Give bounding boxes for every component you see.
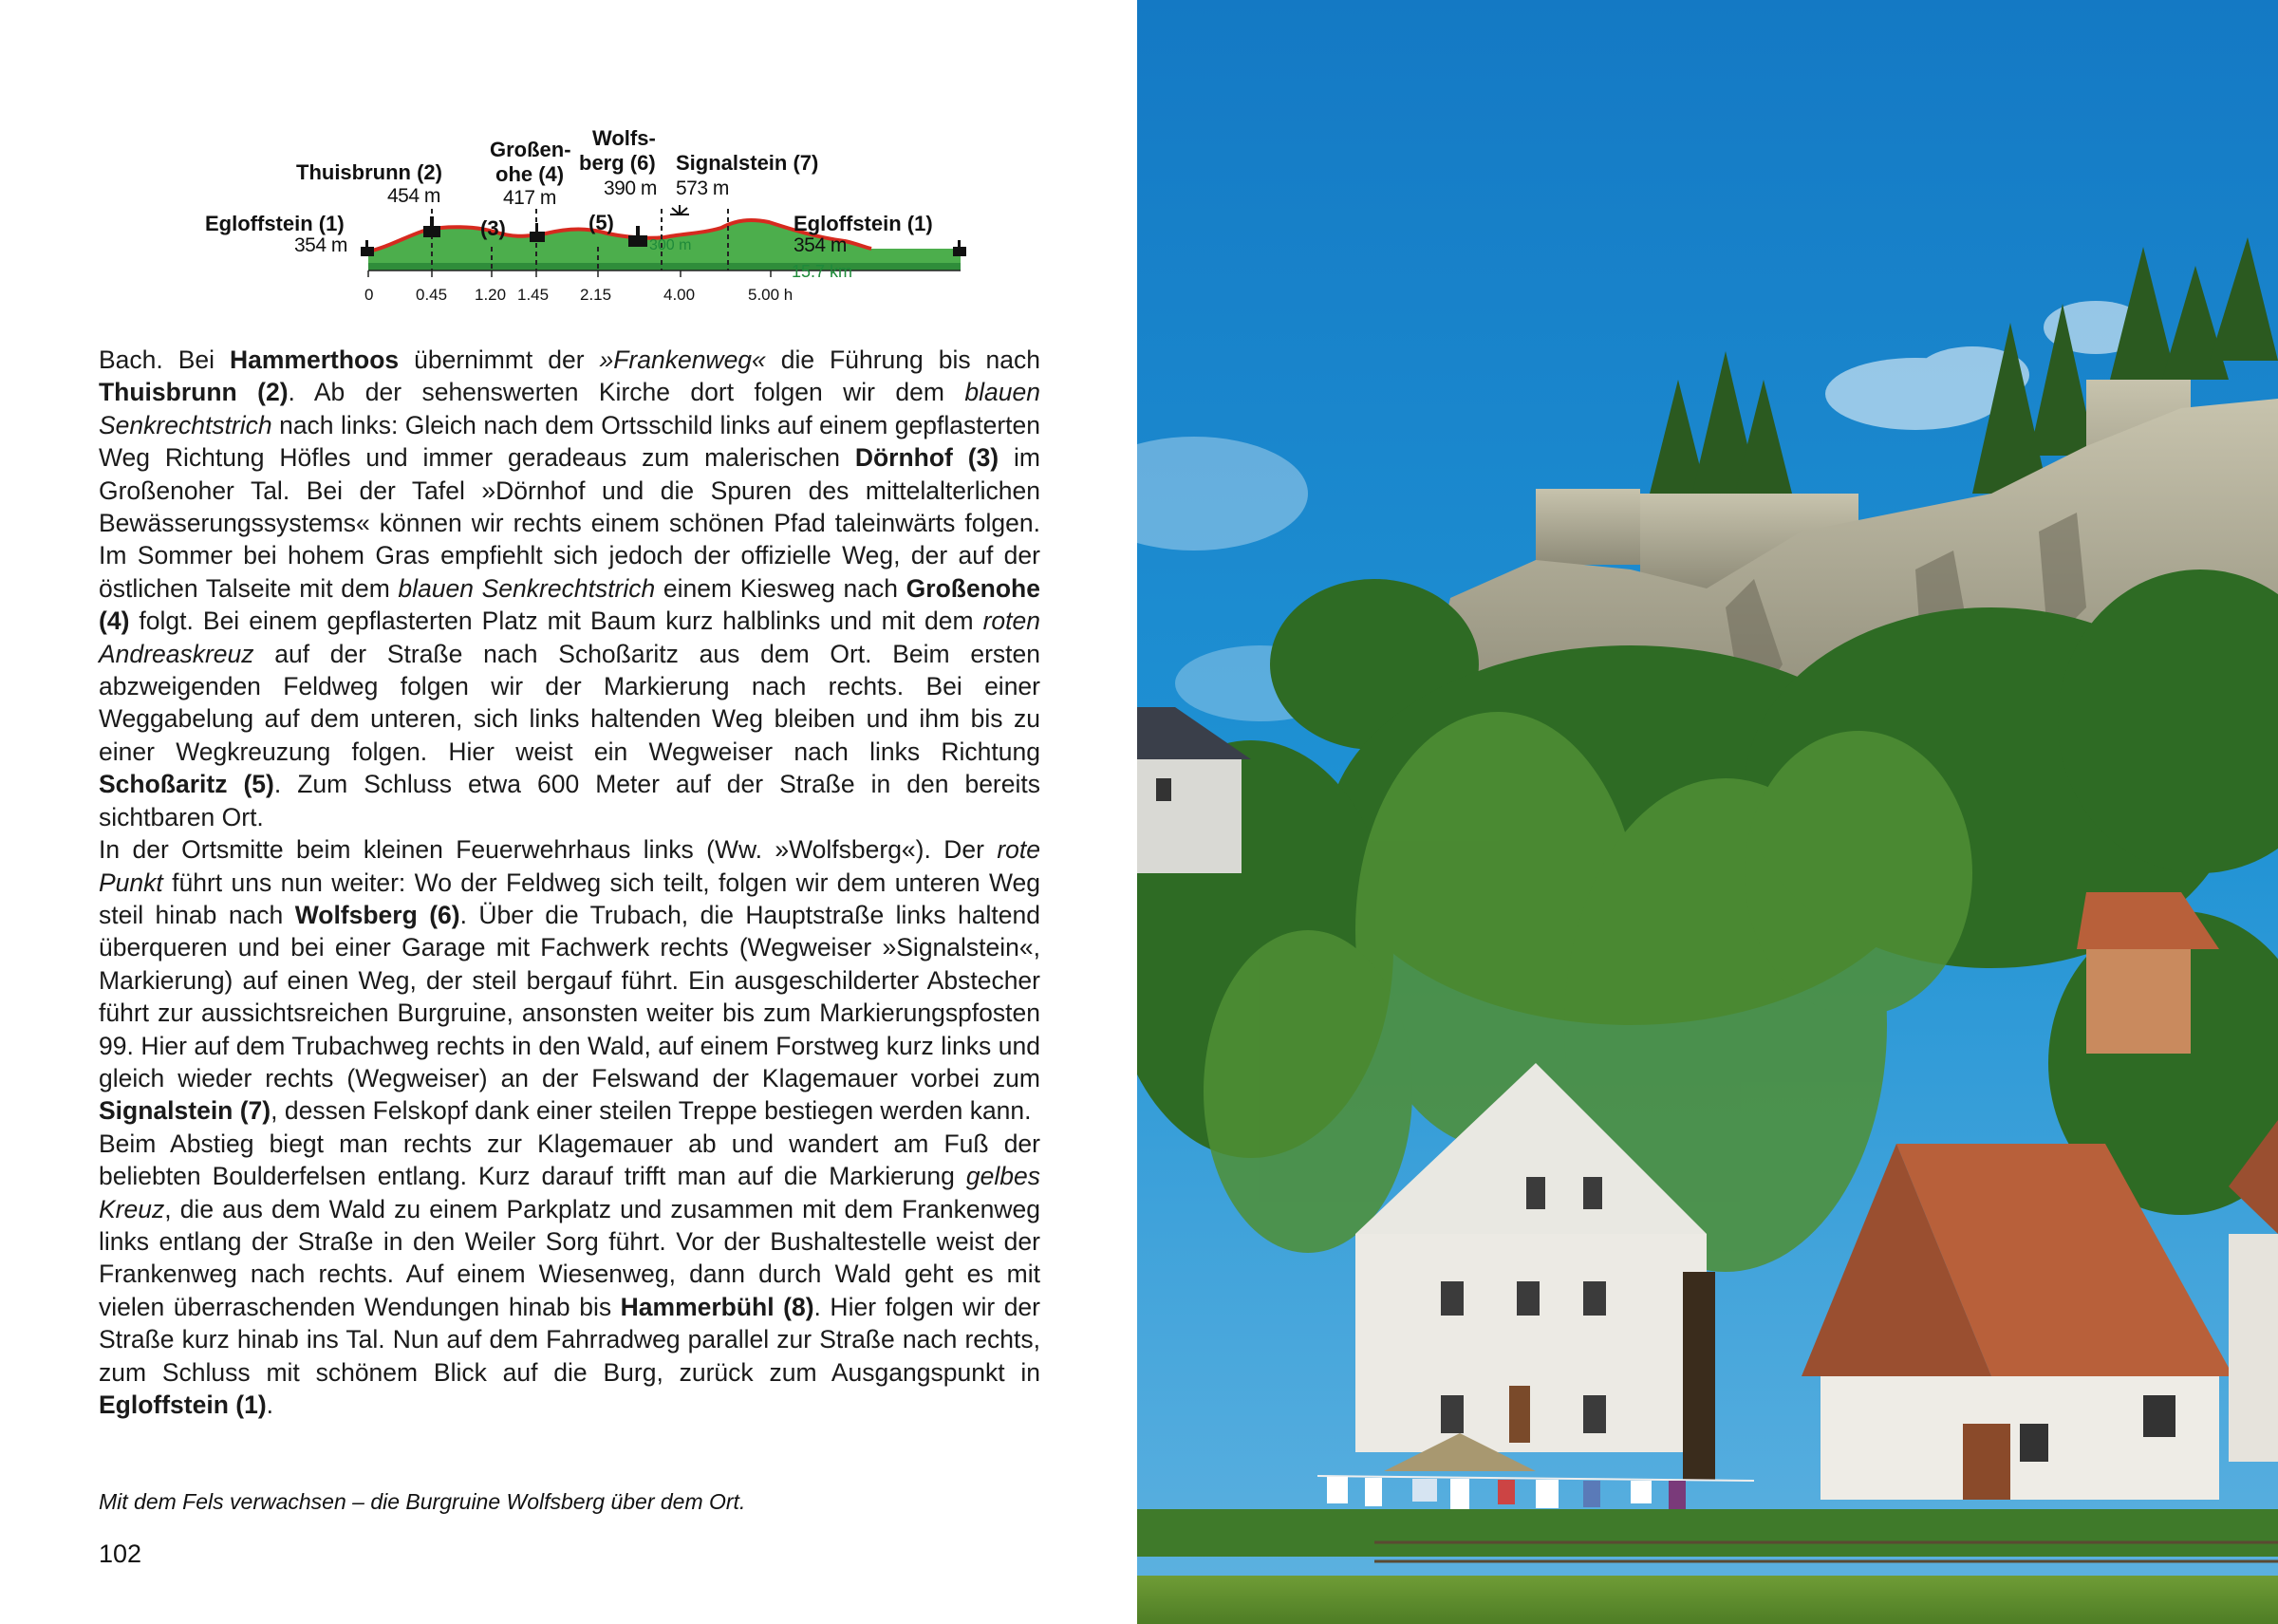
italic-run: roten Andreaskreuz	[99, 607, 1040, 668]
italic-run: rote Punkt	[99, 835, 1040, 897]
text-run: übernimmt der	[399, 345, 600, 374]
bold-run: Hammerbühl (8)	[620, 1292, 814, 1321]
point-label-wolfsberg-1: Wolfs-	[592, 126, 656, 150]
time-label: 1.45	[517, 286, 550, 304]
time-label: 0.45	[416, 286, 448, 304]
text-run: einem Kiesweg nach	[655, 573, 906, 603]
photo-caption: Mit dem Fels verwachsen – die Burgruine Wolfsberg über dem Ort.	[99, 1489, 746, 1514]
italic-run: blauen Senkrechtstrich	[99, 378, 1040, 439]
text-run: . Zum Schluss etwa 600 Meter auf der Straße in den bereits sichtbaren Ort.	[99, 770, 1040, 831]
point-label-wolfsberg-2: berg (6)	[579, 151, 656, 175]
left-page	[0, 0, 1137, 1624]
text-run: im Großenoher Tal. Bei der Tafel »Dörnhof und die Spuren des mittelalterlichen Bewässerungssystems« können wir rechts einem schönen Pfad taleinwärts folgen. Im Sommer bei hohem Gras empfiehlt sich jedoch der offizielle Weg, der auf der östlichen Talseite mit dem	[99, 443, 1040, 603]
point-label-thuisbrunn: Thuisbrunn (2)	[296, 160, 442, 184]
text-run: folgt. Bei einem gepflasterten Platz mit Baum kurz halblinks und mit dem	[129, 607, 983, 636]
right-page	[1137, 0, 2278, 1624]
italic-run: gelbes Kreuz	[99, 1162, 1040, 1223]
point-alt-signalstein: 573 m	[676, 177, 729, 199]
text-run: , die aus dem Wald zu einem Parkplatz und zusammen mit dem Frankenweg links entlang der Straße in den Weiler Sorg führt. Vor der Bushaltestelle weist der Frankenweg nach rechts. Auf einem Wiesenweg, dann durch Wald geht es mit vielen überraschenden Wendungen hinab bis	[99, 1194, 1040, 1321]
time-label: 4.00	[663, 286, 696, 304]
time-ticks	[368, 271, 771, 277]
tree-trunk	[1683, 1272, 1715, 1481]
text-run: . Ab der sehenswerten Kirche dort folgen wir dem	[288, 378, 965, 407]
marker-5: (5)	[588, 211, 614, 234]
castle-ruin-photo	[1137, 0, 2278, 1624]
hedge	[1137, 1509, 2278, 1557]
text-run: , dessen Felskopf dank einer steilen Treppe bestiegen werden kann.	[271, 1096, 1032, 1126]
text-run: die Führung bis nach	[765, 345, 1040, 374]
text-run: nach links: Gleich nach dem Ortsschild links auf einem gepflasterten Weg Richtung Höfles und immer geradeaus zum malerischen	[99, 410, 1040, 473]
time-label: 2.15	[580, 286, 612, 304]
profile-min-label: 300 m	[649, 237, 692, 253]
paragraph	[99, 833, 1040, 1128]
elevation-profile	[190, 114, 968, 313]
time-label: 1.20	[475, 286, 507, 304]
meadow	[1137, 1576, 2278, 1624]
paragraph	[99, 1128, 1040, 1422]
italic-run: »Frankenweg«	[599, 345, 766, 374]
point-label-grossenohe-2: ohe (4)	[495, 162, 565, 186]
point-alt-wolfsberg: 390 m	[604, 177, 657, 199]
paragraph	[99, 344, 1040, 833]
text-run: Bach. Bei	[99, 345, 230, 374]
point-label-end: Egloffstein (1)	[794, 212, 933, 235]
text-run: . Hier folgen wir der Straße kurz hinab ins Tal. Nun auf dem Fahrradweg parallel zur Straße nach rechts, zum Schluss mit schönem Blick auf die Burg, zurück zum Ausgangspunkt in	[99, 1292, 1040, 1387]
bold-run: Wolfsberg (6)	[294, 900, 460, 929]
point-label-grossenohe-1: Großen-	[490, 138, 571, 161]
route-description	[99, 344, 1040, 1421]
bold-run: Signalstein (7)	[99, 1096, 271, 1126]
profile-distance: 15.7 km	[792, 262, 853, 281]
text-run: auf der Straße nach Schoßaritz aus dem Ort. Beim ersten abzweigenden Feldweg folgen wir der Markierung nach rechts. Bei einer Weggabelung auf dem unteren, sich links haltenden Weg bleiben und ihm bis zu einer Wegkreuzung folgen. Hier weist ein Wegweiser nach links Richtung	[99, 639, 1040, 766]
point-alt-end: 354 m	[794, 234, 847, 256]
bold-run: Schoßaritz (5)	[99, 770, 274, 799]
bold-run: Egloffstein (1)	[99, 1391, 267, 1419]
time-label: 0	[364, 286, 374, 304]
text-run: .	[266, 1391, 274, 1419]
point-label-start: Egloffstein (1)	[205, 212, 345, 235]
point-alt-start: 354 m	[294, 234, 347, 256]
point-alt-thuisbrunn: 454 m	[387, 185, 440, 207]
point-alt-grossenohe: 417 m	[503, 187, 556, 209]
text-run: In der Ortsmitte beim kleinen Feuerwehrhaus links (Ww. »Wolfsberg«). Der	[99, 835, 998, 865]
text-run: . Über die Trubach, die Hauptstraße links haltend überqueren und bei einer Garage mit Fachwerk rechts (Wegweiser »Signalstein«, Markierung) auf einen Weg, der steil bergauf führt. Ein ausgeschilderter Abstecher führt zur aussichtsreichen Burgruine, ansonsten weiter bis zum Markierungspfosten 99. Hier auf dem Trubachweg rechts in den Wald, auf einem Forstweg kurz links und gleich wieder rechts (Wegweiser) an der Felswand der Klagemauer vorbei zum	[99, 900, 1040, 1092]
text-run: Beim Abstieg biegt man rechts zur Klagemauer ab und wandert am Fuß der beliebten Boulderfelsen entlang. Kurz darauf trifft man auf die Markierung	[99, 1129, 1040, 1191]
point-label-signalstein: Signalstein (7)	[676, 151, 819, 175]
bold-run: Großenohe (4)	[99, 573, 1040, 636]
lookout-icon	[670, 205, 689, 215]
marker-3: (3)	[480, 216, 506, 240]
time-label: 5.00 h	[748, 286, 794, 304]
page-number: 102	[99, 1540, 142, 1568]
bold-run: Hammerthoos	[229, 345, 400, 374]
italic-run: blauen Senkrechtstrich	[398, 573, 656, 603]
bold-run: Dörnhof (3)	[854, 443, 999, 473]
profile-base-band	[368, 263, 961, 271]
bold-run: Thuisbrunn (2)	[99, 378, 289, 407]
text-run: führt uns nun weiter: Wo der Feldweg sich teilt, folgen wir dem unteren Weg steil hinab nach	[99, 868, 1040, 929]
